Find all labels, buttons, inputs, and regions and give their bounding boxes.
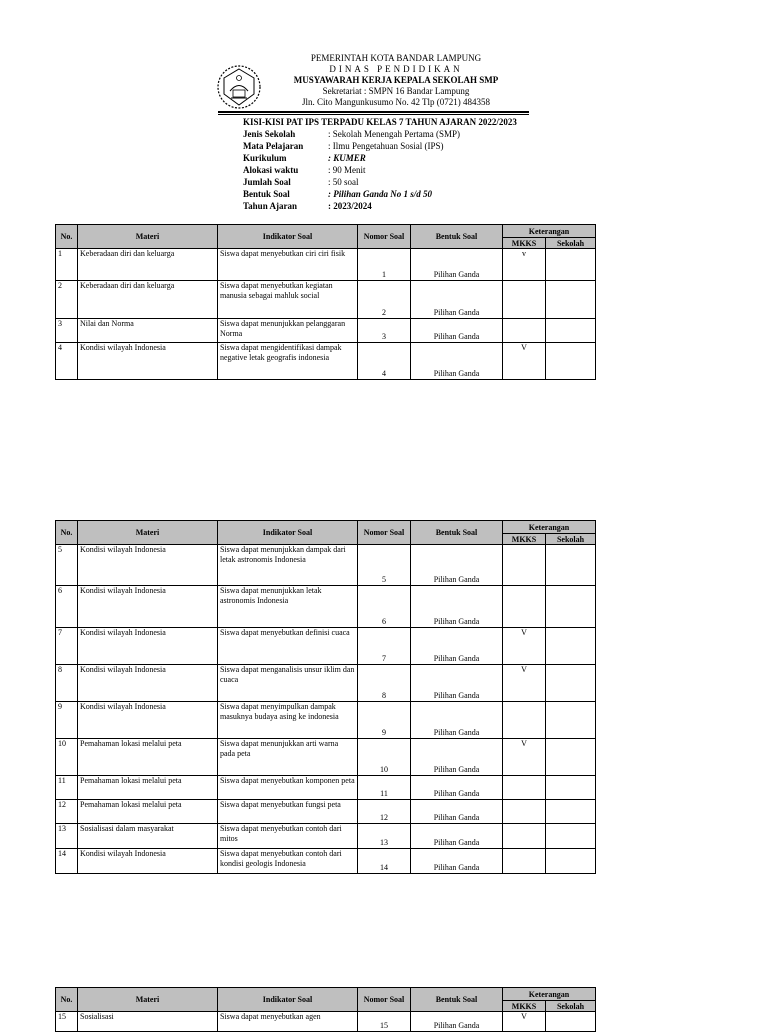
header-indikator: Indikator Soal bbox=[218, 225, 358, 249]
header-bentuk-soal: Bentuk Soal bbox=[411, 225, 503, 249]
table-header-row bbox=[56, 521, 596, 534]
letterhead-department: DINAS PENDIDIKAN bbox=[329, 64, 463, 74]
row-sekolah bbox=[546, 319, 596, 343]
header-no: No. bbox=[56, 988, 78, 1012]
header-sekolah: Sekolah bbox=[546, 534, 596, 545]
row-bentuk-soal: Pilihan Ganda bbox=[411, 586, 503, 628]
row-number: 8 bbox=[56, 665, 78, 702]
row-bentuk-soal: Pilihan Ganda bbox=[411, 545, 503, 586]
header-materi: Materi bbox=[78, 988, 218, 1012]
meta-row bbox=[243, 200, 460, 212]
header-materi: Materi bbox=[78, 225, 218, 249]
meta-value: : 90 Menit bbox=[328, 165, 366, 175]
row-bentuk-soal: Pilihan Ganda bbox=[411, 776, 503, 800]
meta-value: : Pilihan Ganda No 1 s/d 50 bbox=[328, 189, 433, 199]
row-sekolah bbox=[546, 281, 596, 319]
header-mkks: MKKS bbox=[503, 1001, 546, 1012]
row-sekolah bbox=[546, 249, 596, 281]
row-nomor-soal: 14 bbox=[358, 849, 411, 874]
row-mkks bbox=[503, 824, 546, 849]
row-bentuk-soal: Pilihan Ganda bbox=[411, 824, 503, 849]
row-sekolah bbox=[546, 776, 596, 800]
letterhead bbox=[262, 53, 530, 108]
table-row bbox=[56, 319, 596, 343]
row-mkks: V bbox=[503, 1012, 546, 1032]
header-bentuk-soal: Bentuk Soal bbox=[411, 521, 503, 545]
row-mkks bbox=[503, 800, 546, 824]
meta-key: Kurikulum bbox=[243, 153, 287, 163]
row-number: 7 bbox=[56, 628, 78, 665]
row-number: 14 bbox=[56, 849, 78, 874]
row-number: 11 bbox=[56, 776, 78, 800]
kisi-table-3 bbox=[55, 987, 596, 1032]
table-row bbox=[56, 628, 596, 665]
table-row bbox=[56, 800, 596, 824]
row-nomor-soal: 15 bbox=[358, 1012, 411, 1032]
table-row bbox=[56, 249, 596, 281]
row-sekolah bbox=[546, 343, 596, 380]
header-no: No. bbox=[56, 521, 78, 545]
document-metadata bbox=[243, 128, 460, 212]
row-nomor-soal: 11 bbox=[358, 776, 411, 800]
meta-value: : Ilmu Pengetahuan Sosial (IPS) bbox=[328, 141, 444, 151]
row-number: 4 bbox=[56, 343, 78, 380]
row-materi: Pemahaman lokasi melalui peta bbox=[78, 776, 218, 800]
row-indikator: Siswa dapat menyebutkan kegiatan manusia sebagai mahluk social bbox=[218, 281, 358, 319]
row-indikator: Siswa dapat menyebutkan definisi cuaca bbox=[218, 628, 358, 665]
row-nomor-soal: 2 bbox=[358, 281, 411, 319]
meta-row bbox=[243, 188, 460, 200]
row-mkks bbox=[503, 849, 546, 874]
row-indikator: Siswa dapat mengidentifikasi dampak negative letak geografis indonesia bbox=[218, 343, 358, 380]
row-mkks bbox=[503, 281, 546, 319]
row-mkks bbox=[503, 545, 546, 586]
row-sekolah bbox=[546, 824, 596, 849]
row-number: 2 bbox=[56, 281, 78, 319]
row-bentuk-soal: Pilihan Ganda bbox=[411, 628, 503, 665]
row-mkks: V bbox=[503, 739, 546, 776]
row-materi: Kondisi wilayah Indonesia bbox=[78, 628, 218, 665]
header-materi: Materi bbox=[78, 521, 218, 545]
row-sekolah bbox=[546, 545, 596, 586]
meta-key: Tahun Ajaran bbox=[243, 201, 297, 211]
row-bentuk-soal: Pilihan Ganda bbox=[411, 849, 503, 874]
row-materi: Nilai dan Norma bbox=[78, 319, 218, 343]
meta-key: Jumlah Soal bbox=[243, 177, 291, 187]
row-materi: Pemahaman lokasi melalui peta bbox=[78, 739, 218, 776]
row-indikator: Siswa dapat menganalisis unsur iklim dan cuaca bbox=[218, 665, 358, 702]
letterhead-secretariat: Sekretariat : SMPN 16 Bandar Lampung bbox=[322, 86, 470, 96]
row-mkks bbox=[503, 586, 546, 628]
letterhead-rule-thin bbox=[218, 114, 529, 115]
meta-row bbox=[243, 140, 460, 152]
row-indikator: Siswa dapat menyebutkan contoh dari mitos bbox=[218, 824, 358, 849]
table-row bbox=[56, 702, 596, 739]
row-nomor-soal: 10 bbox=[358, 739, 411, 776]
meta-row bbox=[243, 128, 460, 140]
row-indikator: Siswa dapat menunjukkan pelanggaran Norma bbox=[218, 319, 358, 343]
meta-row bbox=[243, 152, 460, 164]
table-row bbox=[56, 281, 596, 319]
row-nomor-soal: 13 bbox=[358, 824, 411, 849]
row-indikator: Siswa dapat menyimpulkan dampak masuknya budaya asing ke indonesia bbox=[218, 702, 358, 739]
meta-key: Alokasi waktu bbox=[243, 165, 299, 175]
table-row bbox=[56, 1012, 596, 1032]
row-number: 12 bbox=[56, 800, 78, 824]
row-nomor-soal: 5 bbox=[358, 545, 411, 586]
row-indikator: Siswa dapat menyebutkan komponen peta bbox=[218, 776, 358, 800]
header-mkks: MKKS bbox=[503, 534, 546, 545]
row-materi: Sosialisasi bbox=[78, 1012, 218, 1032]
letterhead-government: PEMERINTAH KOTA BANDAR LAMPUNG bbox=[310, 53, 482, 63]
header-sekolah: Sekolah bbox=[546, 238, 596, 249]
row-number: 13 bbox=[56, 824, 78, 849]
header-indikator: Indikator Soal bbox=[218, 521, 358, 545]
row-nomor-soal: 12 bbox=[358, 800, 411, 824]
school-emblem-logo bbox=[216, 64, 262, 110]
row-mkks bbox=[503, 319, 546, 343]
table-header-row bbox=[56, 988, 596, 1001]
row-bentuk-soal: Pilihan Ganda bbox=[411, 281, 503, 319]
row-sekolah bbox=[546, 739, 596, 776]
row-materi: Kondisi wilayah Indonesia bbox=[78, 702, 218, 739]
table-row bbox=[56, 586, 596, 628]
row-number: 15 bbox=[56, 1012, 78, 1032]
row-bentuk-soal: Pilihan Ganda bbox=[411, 319, 503, 343]
header-mkks: MKKS bbox=[503, 238, 546, 249]
kisi-table-2 bbox=[55, 520, 596, 874]
row-bentuk-soal: Pilihan Ganda bbox=[411, 343, 503, 380]
letterhead-organization: MUSYAWARAH KERJA KEPALA SEKOLAH SMP bbox=[293, 75, 499, 85]
row-materi: Kondisi wilayah Indonesia bbox=[78, 586, 218, 628]
row-mkks: v bbox=[503, 249, 546, 281]
row-materi: Kondisi wilayah Indonesia bbox=[78, 665, 218, 702]
row-indikator: Siswa dapat menunjukkan arti warna pada peta bbox=[218, 739, 358, 776]
document-title: KISI-KISI PAT IPS TERPADU KELAS 7 TAHUN AJARAN 2022/2023 bbox=[243, 117, 517, 127]
row-nomor-soal: 7 bbox=[358, 628, 411, 665]
row-sekolah bbox=[546, 628, 596, 665]
row-materi: Pemahaman lokasi melalui peta bbox=[78, 800, 218, 824]
row-number: 9 bbox=[56, 702, 78, 739]
row-sekolah bbox=[546, 665, 596, 702]
row-bentuk-soal: Pilihan Ganda bbox=[411, 739, 503, 776]
row-materi: Keberadaan diri dan keluarga bbox=[78, 249, 218, 281]
letterhead-rule-thick bbox=[218, 111, 529, 113]
meta-value: : Sekolah Menengah Pertama (SMP) bbox=[328, 129, 460, 139]
row-nomor-soal: 4 bbox=[358, 343, 411, 380]
row-bentuk-soal: Pilihan Ganda bbox=[411, 665, 503, 702]
row-sekolah bbox=[546, 586, 596, 628]
header-indikator: Indikator Soal bbox=[218, 988, 358, 1012]
row-nomor-soal: 6 bbox=[358, 586, 411, 628]
table-row bbox=[56, 739, 596, 776]
row-mkks bbox=[503, 702, 546, 739]
header-keterangan: Keterangan bbox=[503, 521, 596, 534]
row-materi: Kondisi wilayah Indonesia bbox=[78, 849, 218, 874]
meta-key: Mata Pelajaran bbox=[243, 141, 304, 151]
row-sekolah bbox=[546, 702, 596, 739]
row-number: 3 bbox=[56, 319, 78, 343]
row-materi: Sosialisasi dalam masyarakat bbox=[78, 824, 218, 849]
row-indikator: Siswa dapat menunjukkan letak astronomis Indonesia bbox=[218, 586, 358, 628]
table-row bbox=[56, 849, 596, 874]
row-nomor-soal: 9 bbox=[358, 702, 411, 739]
row-number: 6 bbox=[56, 586, 78, 628]
table-row bbox=[56, 776, 596, 800]
row-indikator: Siswa dapat menyebutkan fungsi peta bbox=[218, 800, 358, 824]
header-nomor-soal: Nomor Soal bbox=[358, 988, 411, 1012]
table-header-row bbox=[56, 225, 596, 238]
row-sekolah bbox=[546, 849, 596, 874]
row-materi: Kondisi wilayah Indonesia bbox=[78, 545, 218, 586]
row-nomor-soal: 3 bbox=[358, 319, 411, 343]
table-row bbox=[56, 665, 596, 702]
table-row bbox=[56, 343, 596, 380]
row-nomor-soal: 1 bbox=[358, 249, 411, 281]
header-keterangan: Keterangan bbox=[503, 988, 596, 1001]
kisi-table-1 bbox=[55, 224, 596, 380]
header-bentuk-soal: Bentuk Soal bbox=[411, 988, 503, 1012]
header-no: No. bbox=[56, 225, 78, 249]
row-materi: Keberadaan diri dan keluarga bbox=[78, 281, 218, 319]
row-indikator: Siswa dapat menyebutkan contoh dari kondisi geologis Indonesia bbox=[218, 849, 358, 874]
row-materi: Kondisi wilayah Indonesia bbox=[78, 343, 218, 380]
row-indikator: Siswa dapat menyebutkan agen bbox=[218, 1012, 358, 1032]
meta-value: : 2023/2024 bbox=[328, 201, 372, 211]
row-bentuk-soal: Pilihan Ganda bbox=[411, 702, 503, 739]
row-bentuk-soal: Pilihan Ganda bbox=[411, 249, 503, 281]
meta-row bbox=[243, 176, 460, 188]
row-nomor-soal: 8 bbox=[358, 665, 411, 702]
row-indikator: Siswa dapat menyebutkan ciri ciri fisik bbox=[218, 249, 358, 281]
meta-key: Bentuk Soal bbox=[243, 189, 290, 199]
row-mkks: V bbox=[503, 665, 546, 702]
row-indikator: Siswa dapat menunjukkan dampak dari letak astronomis Indonesia bbox=[218, 545, 358, 586]
meta-key: Jenis Sekolah bbox=[243, 129, 296, 139]
header-nomor-soal: Nomor Soal bbox=[358, 521, 411, 545]
row-number: 1 bbox=[56, 249, 78, 281]
table-row bbox=[56, 824, 596, 849]
row-number: 5 bbox=[56, 545, 78, 586]
row-bentuk-soal: Pilihan Ganda bbox=[411, 1012, 503, 1032]
row-sekolah bbox=[546, 800, 596, 824]
table-row bbox=[56, 545, 596, 586]
row-mkks bbox=[503, 776, 546, 800]
row-sekolah bbox=[546, 1012, 596, 1032]
row-mkks: V bbox=[503, 628, 546, 665]
row-bentuk-soal: Pilihan Ganda bbox=[411, 800, 503, 824]
meta-value: : KUMER bbox=[328, 153, 366, 163]
header-keterangan: Keterangan bbox=[503, 225, 596, 238]
header-sekolah: Sekolah bbox=[546, 1001, 596, 1012]
meta-row bbox=[243, 164, 460, 176]
letterhead-address: Jln. Cito Mangunkusumo No. 42 Tlp (0721) 484358 bbox=[301, 97, 491, 107]
header-nomor-soal: Nomor Soal bbox=[358, 225, 411, 249]
row-mkks: V bbox=[503, 343, 546, 380]
row-number: 10 bbox=[56, 739, 78, 776]
meta-value: : 50 soal bbox=[328, 177, 359, 187]
